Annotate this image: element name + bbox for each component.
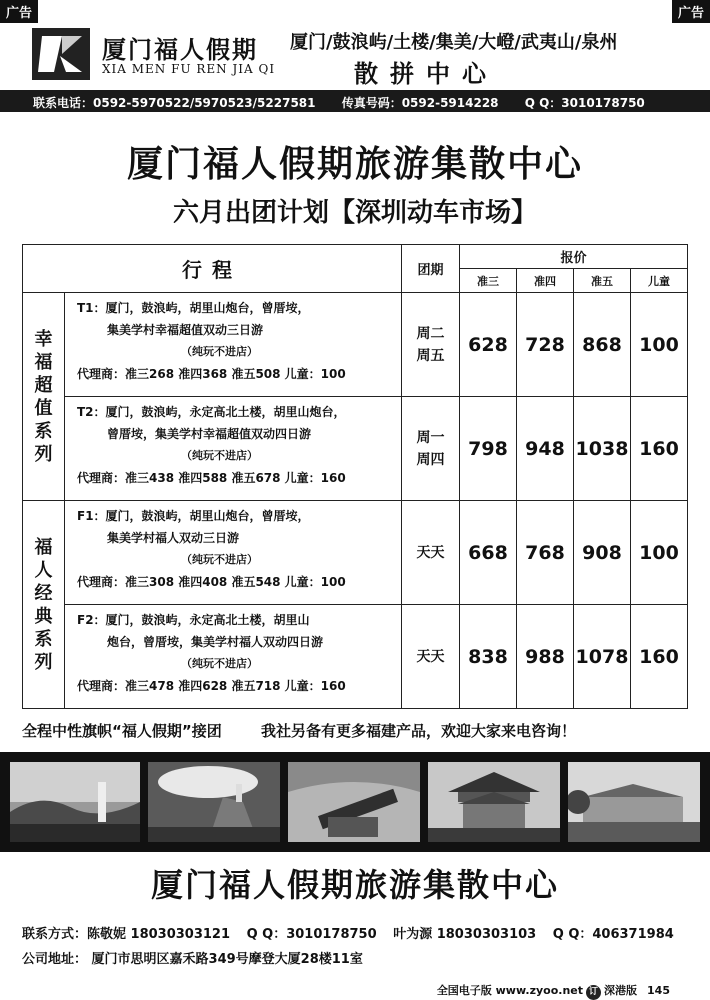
route-description [65,397,402,501]
schedule-table [22,244,688,709]
series-char: 超 [34,374,53,396]
price-cell: 668 [460,501,517,605]
route-line: 集美学村幸福超值双动三日游 [107,323,264,337]
route-description [65,501,402,605]
logo-name-cn: 厦门福人假期 [102,35,258,64]
series-char: 列 [34,443,53,465]
route-note: （纯玩不进店） [181,553,258,566]
series-char: 幸 [34,328,53,350]
route-note: （纯玩不进店） [181,449,258,462]
edition-name: 深港版 [604,984,638,997]
table-row [23,293,688,397]
contact-bar [0,90,710,112]
price-cell: 988 [517,605,574,709]
footer-qq-1: Q Q：3010178750 [246,927,377,942]
footer-qq-2: Q Q：406371984 [552,927,674,942]
footer-address: 公司地址： 厦门市思明区嘉禾路349号摩登大厦28楼11室 [22,952,363,967]
route-description [65,605,402,709]
agent-price: 代理商：准三308 准四408 准五548 儿童：100 [77,575,346,589]
logo-icon [32,28,90,80]
table-row [23,605,688,709]
price-cell: 868 [574,293,631,397]
tier-header: 准四 [517,269,574,293]
price-cell: 160 [631,397,688,501]
price-cell: 838 [460,605,517,709]
price-cell: 948 [517,397,574,501]
footer-contact-1: 联系方式：陈敬妮 18030303121 [22,927,231,942]
route-note: （纯玩不进店） [181,345,258,358]
departure-days [402,293,460,397]
photo-building [568,762,700,842]
photo-strip [0,752,710,852]
agent-price: 代理商：准三438 准四588 准五678 儿童：160 [77,471,346,485]
main-title: 厦门福人假期旅游集散中心 [126,144,583,185]
slogan-left: 全程中性旗帜“福人假期”接团 [22,722,222,740]
day-label: 天天 [416,648,445,665]
day-label: 周一 [416,429,445,446]
day-label: 周二 [416,325,445,342]
price-cell: 798 [460,397,517,501]
footer-contact-2: 叶为源 18030303103 [393,927,537,942]
price-cell: 728 [517,293,574,397]
price-cell: 628 [460,293,517,397]
day-label: 周五 [416,347,445,364]
series-char: 经 [34,582,53,604]
series-label [23,293,65,501]
tier-header: 儿童 [631,269,688,293]
destinations: 厦门/鼓浪屿/土楼/集美/大嶝/武夷山/泉州 [290,32,618,53]
page-number: 145 [647,984,670,997]
contact-qq: Q Q：3010178750 [524,96,645,110]
route-header: 行程 [23,245,402,293]
series-char: 福 [34,351,53,373]
route-line: 炮台，曾厝垵，集美学村福人双动四日游 [107,635,324,649]
ad-label-right: 广告 [672,0,710,23]
series-char: 福 [34,536,53,558]
route-line: F1：厦门，鼓浪屿，胡里山炮台，曾厝垵， [77,509,310,523]
ad-label-left: 广告 [0,0,38,23]
sub-title: 六月出团计划【深圳动车市场】 [172,198,537,228]
photo-cannon [288,762,420,842]
slogan-right: 我社另备有更多福建产品，欢迎大家来电咨询！ [260,722,576,740]
series-label [23,501,65,709]
photo-coast-rock [148,762,280,842]
route-line: T1：厦门，鼓浪屿，胡里山炮台，曾厝垵， [77,301,310,315]
table-row [23,501,688,605]
series-char: 典 [34,605,53,627]
slogan [22,720,688,741]
contact-phone: 联系电话：0592-5970522/5970523/5227581 [33,96,316,110]
departure-days [402,501,460,605]
price-cell: 160 [631,605,688,709]
page-footer [437,982,670,1000]
agent-price: 代理商：准三268 准四368 准五508 儿童：100 [77,367,346,381]
series-char: 值 [34,397,53,419]
photo-pavilion [428,762,560,842]
days-header: 团期 [402,245,460,293]
contact-fax: 传真号码：0592-5914228 [341,96,499,110]
header [22,22,688,90]
departure-days [402,605,460,709]
footer-contact [22,923,686,942]
route-line: F2：厦门，鼓浪屿，永定高北土楼，胡里山 [77,613,310,627]
series-char: 人 [34,559,53,581]
day-label: 周四 [416,451,445,468]
tier-header: 准五 [574,269,631,293]
footer-title: 厦门福人假期旅游集散中心 [150,866,559,904]
price-cell: 100 [631,501,688,605]
site-url: 全国电子版 www.zyoo.net [436,984,584,997]
price-cell: 908 [574,501,631,605]
route-description [65,293,402,397]
center-title: 散拼中心 [354,60,498,88]
tier-header: 准三 [460,269,517,293]
price-cell: 100 [631,293,688,397]
route-note: （纯玩不进店） [181,657,258,670]
route-line: T2：厦门，鼓浪屿，永定高北土楼，胡里山炮台， [77,405,346,419]
edition-badge-icon: 订 [586,985,601,1000]
series-char: 列 [34,651,53,673]
route-line: 集美学村福人双动三日游 [107,531,240,545]
series-char: 系 [34,420,53,442]
price-cell: 1038 [574,397,631,501]
price-header: 报价 [460,245,688,269]
agent-price: 代理商：准三478 准四628 准五718 儿童：160 [77,679,346,693]
price-cell: 768 [517,501,574,605]
table-row [23,397,688,501]
route-line: 曾厝垵，集美学村幸福超值双动四日游 [107,427,312,441]
photo-pagoda [10,762,140,842]
price-cell: 1078 [574,605,631,709]
logo-name-en: XIA MEN FU REN JIA QI [102,62,276,76]
day-label: 天天 [416,544,445,561]
series-char: 系 [34,628,53,650]
departure-days [402,397,460,501]
